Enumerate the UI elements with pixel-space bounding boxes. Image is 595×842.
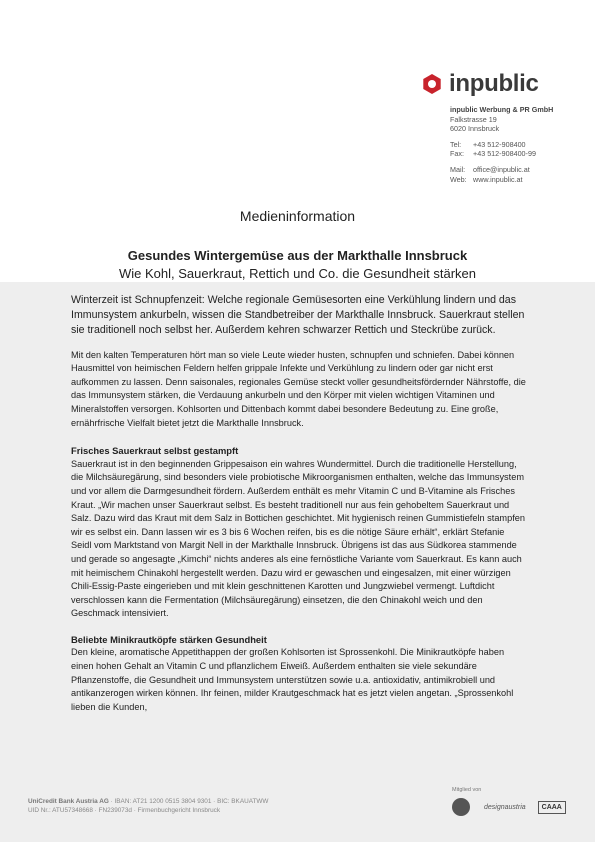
street: Falkstrasse 19	[450, 114, 497, 124]
footer-legal	[28, 797, 268, 815]
lead-paragraph: Winterzeit ist Schnupfenzeit: Welche regionale Gemüsesorten eine Verkühlung lindern und das Immunsystem ankurbeln, wissen die Standbetreiber der Markthalle Innsbruck. Sauerkraut stellen sie traditionell noch selbst her. Außerdem kehren schwarzer Rettich und Steckrübe zurück.	[71, 294, 525, 337]
member-label: Mitglied von	[452, 787, 482, 793]
mail-link[interactable]: office@inpublic.at	[473, 164, 530, 174]
contact-block	[450, 105, 553, 184]
partner-caaa: CAAA	[538, 801, 566, 814]
tel-label: Tel:	[450, 139, 462, 149]
document-subtitle: Wie Kohl, Sauerkraut, Rettich und Co. die Gesundheit stärken	[119, 266, 476, 281]
section-paragraph: Sauerkraut ist in den beginnenden Grippesaison ein wahres Wundermittel. Durch die traditionelle Herstellung, die Milchsäuregärung, sind besonders viele probiotische Mikroorganismen enthalten, welche das Immunsystem und vor allem die Darmgesundheit fördern. Außerdem enthält es mehr Vitamin C und B-Vitamine als Frisches Kraut. „Wir machen unser Sauerkraut selbst. Es besteht traditionell nur aus fein gehobeltem Sauerkraut und Salz. Dazu wird das Kraut mit dem Salz in Bottichen geschichtet. Mit hygienisch reinen Gummistiefeln stampfen wir es selbst ein. Dann lassen wir es 3 bis 6 Wochen reifen, bis es die nötige Säure erhält“, erklärt Stefanie Seidl vom Marktstand von Margit Nell in der Markthalle Innsbruck. Übrigens ist das aus Südkorea stammende und gerade so angesagte „Kimchi“ nichts anderes als eine fernöstliche Variante vom Sauerkraut. Es kann auch mit heimischem Chinakohl hergestellt werden. Dazu wird er gewaschen und eingesalzen, mit einer würzigen Chili-Essig-Paste eingerieben und mit klein geschnittenen Karotten und Jungzwiebel vermengt. Luftdicht verschlossen kann die Fermentation (Milchsäuregärung) einsetzen, die den Chinakohl weich und den Geschmack intensiviert.	[71, 458, 525, 619]
bank-details: · IBAN: AT21 1200 0515 3804 9301 · BIC: BKAUATWW	[108, 798, 269, 805]
document-kind: Medieninformation	[239, 208, 356, 224]
document-body	[71, 293, 526, 726]
section-heading: Beliebte Minikrautköpfe stärken Gesundheit	[71, 633, 267, 645]
tel-value[interactable]: +43 512-908400	[473, 139, 526, 149]
company-logo	[421, 70, 539, 98]
uid-line: UID Nr.: ATU57348668 · FN239073d · Firmenbuchgericht Innsbruck	[28, 807, 221, 814]
web-link[interactable]: www.inpublic.at	[473, 174, 523, 184]
logo-mark-icon	[421, 73, 443, 95]
intro-paragraph: Mit den kalten Temperaturen hört man so viele Leute wieder husten, schnupfen und schniefen. Dabei können Hausmittel von heimischen Feldern helfen grippale Infekte und Verkühlung zu lindern oder gar nicht erst aufkommen zu lassen. Denn saisonales, regionales Gemüse steckt voller gesundheitsfördernder Nährstoffe, die das Immunsystem stärken, die Verdauung ankurbeln und den Körper mit vielen wichtigen Vitaminen und Mineralstoffen versorgen. Kohlsorten und Dittenbach kommt dabei besondere Bedeutung zu. Eine große, ernährfrische Vielfalt bietet jetzt die Markthalle Innsbruck.	[71, 349, 526, 428]
fax-value: +43 512-908400-99	[473, 149, 536, 159]
brand-name: inpublic	[449, 70, 539, 97]
partner-logos	[452, 798, 566, 816]
mail-label: Mail:	[450, 164, 466, 174]
fax-label: Fax:	[450, 149, 464, 159]
partner-seal-icon	[452, 798, 470, 816]
partner-designaustria: designaustria	[484, 803, 526, 811]
bank-name: UniCredit Bank Austria AG	[28, 798, 109, 805]
document-title: Gesundes Wintergemüse aus der Markthalle Innsbruck	[127, 248, 468, 263]
section-paragraph: Den kleine, aromatische Appetithappen der großen Kohlsorten ist Sprossenkohl. Die Minikrautköpfe haben einen hohen Gehalt an Vitamin C und pflanzlichem Eiweiß. Außerdem enthalten sie viele sekundäre Pflanzenstoffe, die Gesundheit und Immunsystem unterstützen sowie u.a. antioxidativ, antimikrobiell und antikanzerogen wirken können. Ihr feinen, milder Krautgeschmack hat es jetzt vielen angetan. „Sprossenkohl lieben die Kunden,	[71, 647, 514, 712]
section-heading: Frisches Sauerkraut selbst gestampft	[71, 445, 239, 457]
web-label: Web:	[450, 174, 467, 184]
company-name: inpublic Werbung & PR GmbH	[450, 105, 554, 114]
city: 6020 Innsbruck	[450, 124, 500, 134]
